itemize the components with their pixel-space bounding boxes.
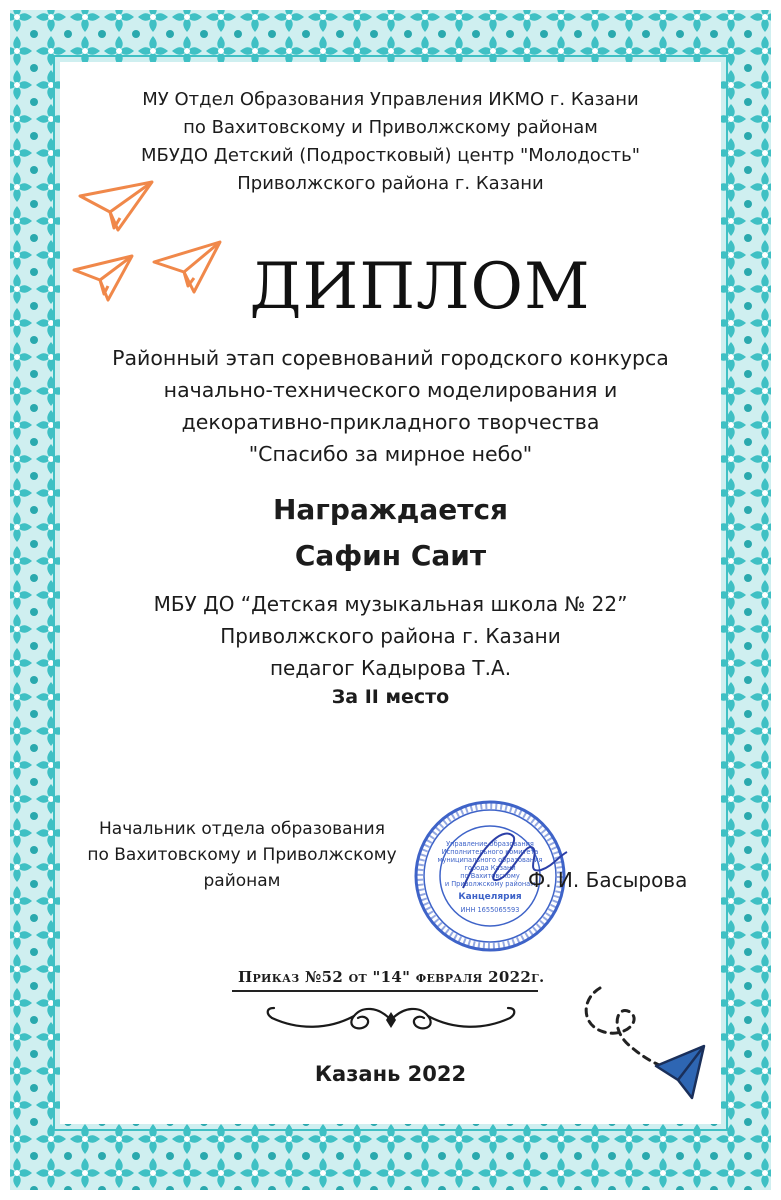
order-reference: Приказ №52 от "14" февраля 2022г.	[238, 968, 545, 986]
signatory-position	[62, 816, 422, 894]
position-line: по Вахитовскому и Приволжскому	[87, 845, 397, 865]
stamp-text: по Вахитовскому	[460, 872, 520, 880]
org-line: по Вахитовскому и Приволжскому районам	[183, 117, 598, 138]
school-line: МБУ ДО “Детская музыкальная школа № 22”	[153, 592, 628, 616]
stamp-text: Управление образования	[446, 840, 534, 848]
contest-description	[0, 342, 781, 470]
stamp-office: Канцелярия	[458, 892, 522, 902]
stamp-text: муниципального образования	[437, 856, 543, 864]
order-underline	[232, 990, 538, 992]
place-award: За II место	[331, 686, 450, 708]
school-info	[0, 588, 781, 684]
stamp-text: и Приволжскому районам	[444, 880, 536, 888]
dashed-path-plane	[570, 980, 720, 1110]
org-line: МУ Отдел Образования Управления ИКМО г. Казани	[142, 89, 639, 110]
handwritten-signature	[455, 818, 575, 908]
stamp-text: города Казани	[464, 864, 516, 872]
decorative-flourish	[258, 1000, 524, 1040]
contest-line: Районный этап соревнований городского конкурса	[112, 346, 669, 370]
school-line: Приволжского района г. Казани	[220, 624, 561, 648]
position-line: районам	[203, 871, 281, 891]
city-year: Казань 2022	[314, 1062, 467, 1086]
position-line: Начальник отдела образования	[99, 819, 385, 839]
paper-plane-icon	[74, 256, 132, 300]
stamp-text: Исполнительного комитета	[441, 848, 539, 856]
recipient-name: Сафин Саит	[294, 539, 487, 572]
diploma-title: ДИПЛОМ	[249, 250, 591, 324]
org-line: Приволжского района г. Казани	[237, 173, 544, 194]
school-line: педагог Кадырова Т.А.	[269, 656, 512, 680]
paper-plane-icon	[80, 182, 152, 230]
contest-line: "Спасибо за мирное небо"	[248, 442, 533, 466]
stamp-inn: ИНН 1655065593	[460, 906, 520, 914]
org-line: МБУДО Детский (Подростковый) центр "Молодость"	[140, 145, 641, 166]
contest-line: начально-технического моделирования и	[163, 378, 618, 402]
awarded-label: Награждается	[272, 493, 509, 526]
signatory-name: Ф. И. Басырова	[528, 868, 688, 892]
contest-line: декоративно-прикладного творчества	[181, 410, 600, 434]
